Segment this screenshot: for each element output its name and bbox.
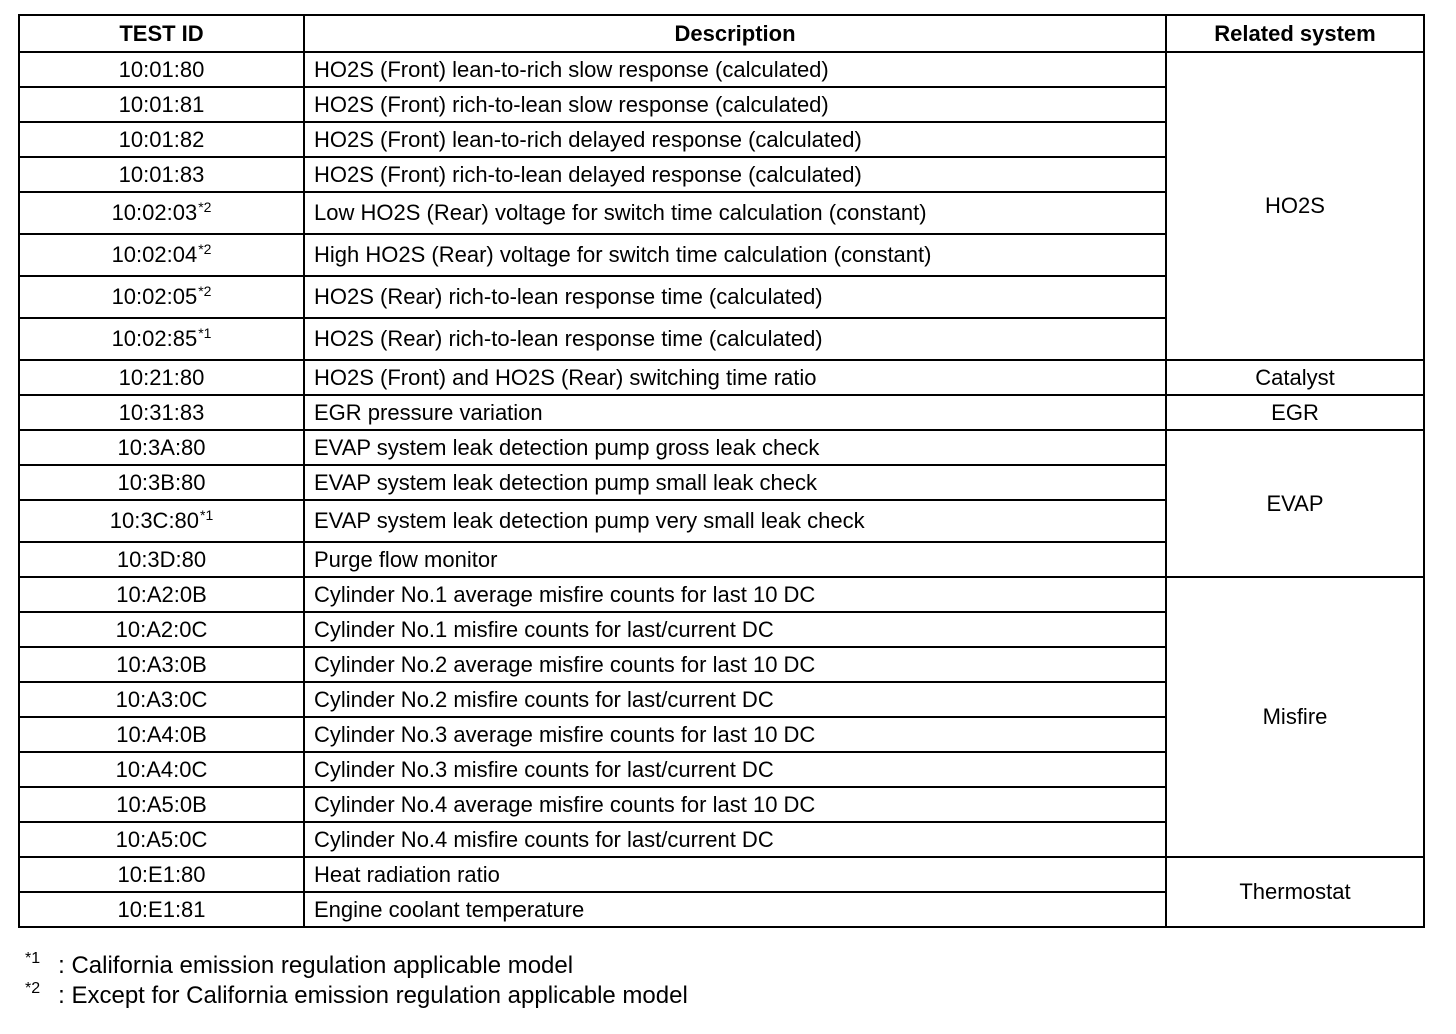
description-cell: HO2S (Rear) rich-to-lean response time (calculated): [304, 276, 1166, 318]
test-id-cell: 10:A3:0B: [19, 647, 304, 682]
test-id-cell: 10:3D:80: [19, 542, 304, 577]
description-cell: EGR pressure variation: [304, 395, 1166, 430]
footnote-mark: *2: [198, 199, 212, 215]
description-cell: HO2S (Front) rich-to-lean delayed response (calculated): [304, 157, 1166, 192]
footnote-2-mark: *2: [25, 980, 41, 997]
test-id-cell: 10:3C:80$^{*1}$: [19, 500, 304, 542]
footnote-1-text: : California emission regulation applicable model: [58, 952, 574, 979]
test-id-cell: 10:21:80: [19, 360, 304, 395]
test-id-cell: 10:02:85$^{*1}$: [19, 318, 304, 360]
description-cell: EVAP system leak detection pump gross leak check: [304, 430, 1166, 465]
description-cell: High HO2S (Rear) voltage for switch time calculation (constant): [304, 234, 1166, 276]
footnote-2: [24, 982, 688, 1012]
description-cell: Cylinder No.3 average misfire counts for last 10 DC: [304, 717, 1166, 752]
description-cell: HO2S (Front) lean-to-rich delayed response (calculated): [304, 122, 1166, 157]
footnote-1: [24, 952, 688, 982]
description-cell: Cylinder No.3 misfire counts for last/current DC: [304, 752, 1166, 787]
description-cell: Low HO2S (Rear) voltage for switch time calculation (constant): [304, 192, 1166, 234]
test-id-cell: 10:E1:81: [19, 892, 304, 927]
test-id-cell: 10:A5:0B: [19, 787, 304, 822]
description-cell: HO2S (Front) lean-to-rich slow response (calculated): [304, 52, 1166, 87]
system-cell-ho2s: HO2S: [1166, 52, 1424, 360]
test-id-cell: 10:A4:0B: [19, 717, 304, 752]
footnote-2-text: : Except for California emission regulation applicable model: [58, 982, 688, 1009]
system-cell-evap: EVAP: [1166, 430, 1424, 577]
footnote-mark: *2: [198, 283, 212, 299]
description-cell: Engine coolant temperature: [304, 892, 1166, 927]
footnote-mark: *1: [200, 507, 214, 523]
test-id-cell: 10:A4:0C: [19, 752, 304, 787]
header-description: Description: [304, 15, 1166, 52]
description-cell: Cylinder No.4 misfire counts for last/current DC: [304, 822, 1166, 857]
table-row: [19, 360, 1424, 395]
description-cell: Cylinder No.1 average misfire counts for last 10 DC: [304, 577, 1166, 612]
test-id-cell: 10:A2:0B: [19, 577, 304, 612]
header-related-system: Related system: [1166, 15, 1424, 52]
description-cell: Cylinder No.4 average misfire counts for last 10 DC: [304, 787, 1166, 822]
description-cell: HO2S (Front) and HO2S (Rear) switching time ratio: [304, 360, 1166, 395]
test-id-cell: 10:A5:0C: [19, 822, 304, 857]
system-cell-thermostat: Thermostat: [1166, 857, 1424, 927]
table-row: [19, 577, 1424, 612]
system-cell-catalyst: Catalyst: [1166, 360, 1424, 395]
table-row: [19, 52, 1424, 87]
test-id-table: [18, 14, 1425, 928]
system-cell-egr: EGR: [1166, 395, 1424, 430]
footnote-1-mark: *1: [25, 950, 41, 967]
test-id-cell: 10:01:82: [19, 122, 304, 157]
table-row: [19, 430, 1424, 465]
description-cell: EVAP system leak detection pump very small leak check: [304, 500, 1166, 542]
footnotes: [24, 952, 688, 1012]
description-cell: Cylinder No.2 average misfire counts for last 10 DC: [304, 647, 1166, 682]
description-cell: Purge flow monitor: [304, 542, 1166, 577]
description-cell: Cylinder No.2 misfire counts for last/current DC: [304, 682, 1166, 717]
test-id-cell: 10:A3:0C: [19, 682, 304, 717]
system-cell-misfire: Misfire: [1166, 577, 1424, 857]
test-id-cell: 10:31:83: [19, 395, 304, 430]
test-id-cell: 10:3A:80: [19, 430, 304, 465]
test-id-cell: 10:01:83: [19, 157, 304, 192]
test-id-cell: 10:02:05$^{*2}$: [19, 276, 304, 318]
test-id-cell: 10:01:80: [19, 52, 304, 87]
description-cell: EVAP system leak detection pump small leak check: [304, 465, 1166, 500]
table-row: [19, 857, 1424, 892]
table-row: [19, 395, 1424, 430]
test-id-cell: 10:A2:0C: [19, 612, 304, 647]
header-test-id: TEST ID: [19, 15, 304, 52]
footnote-mark: *1: [198, 325, 212, 341]
description-cell: Heat radiation ratio: [304, 857, 1166, 892]
test-id-cell: 10:E1:80: [19, 857, 304, 892]
description-cell: HO2S (Rear) rich-to-lean response time (calculated): [304, 318, 1166, 360]
description-cell: HO2S (Front) rich-to-lean slow response (calculated): [304, 87, 1166, 122]
test-id-cell: 10:02:04$^{*2}$: [19, 234, 304, 276]
test-id-cell: 10:01:81: [19, 87, 304, 122]
table-header-row: [19, 15, 1424, 52]
footnote-mark: *2: [198, 241, 212, 257]
test-id-cell: 10:3B:80: [19, 465, 304, 500]
test-id-cell: 10:02:03$^{*2}$: [19, 192, 304, 234]
description-cell: Cylinder No.1 misfire counts for last/current DC: [304, 612, 1166, 647]
